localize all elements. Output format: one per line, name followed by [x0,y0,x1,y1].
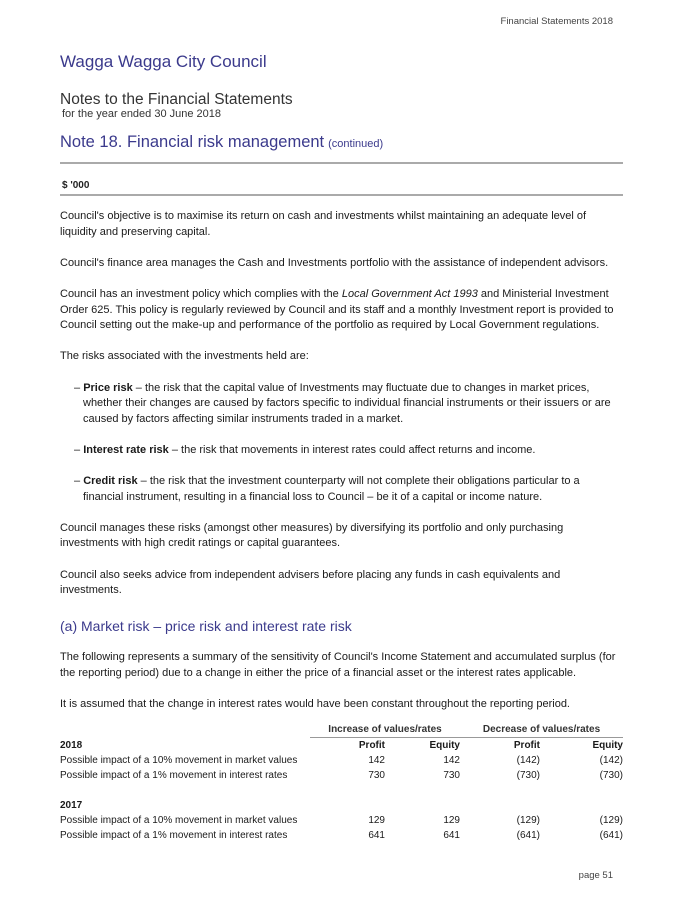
row-label: Possible impact of a 1% movement in interest rates [60,770,288,781]
risk-description: – the risk that the capital value of Investments may fluctuate due to changes in market prices, whether their changes are caused by factors specific to individual financial instruments or their issuers or are caused by factors affecting similar instruments traded in a market. [83,381,611,425]
policy-text-b: and Ministerial Investment Order 625. This policy is regularly reviewed by Council and its staff and a monthly Investment report is provided to Council setting out the make-up and performance of the portfolio as required by Local Government regulations. [60,287,614,332]
year-label: 2018 [60,739,83,751]
cell-inc-profit: 129 [368,815,385,826]
cell-dec-equity: (730) [599,770,623,781]
table-group-header-row [60,722,623,738]
note-continued-label: (continued) [328,138,384,150]
body-text [60,209,620,614]
table-spacer-row [60,783,623,798]
cell-dec-profit: (730) [516,770,540,781]
note-title-text: Note 18. Financial risk management [60,133,325,151]
col-header-equity: Equity [592,740,623,751]
policy-text-a: Council has an investment policy which complies with the [60,287,342,300]
section-a-paragraph-summary: The following represents a summary of the sensitivity of Council's Income Statement and accumulated surplus (for the reporting period) due to a change in either the price of a financial asset or the interest rates applicable. [60,651,616,679]
table-row [60,738,623,754]
col-header-profit: Profit [513,740,540,751]
cell-inc-equity: 730 [443,770,460,781]
risk-name: Price risk [83,381,133,394]
organisation-name: Wagga Wagga City Council [60,52,267,71]
table-row [60,753,623,768]
cell-dec-equity: (142) [599,755,623,766]
document-header-label: Financial Statements 2018 [500,16,613,27]
notes-title: Notes to the Financial Statements [60,91,293,108]
unit-label: $ '000 [62,180,90,191]
cell-inc-profit: 730 [368,770,385,781]
page-number: page 51 [578,870,613,881]
group-decrease-header: Decrease of values/rates [460,722,623,738]
cell-inc-profit: 142 [368,755,385,766]
section-a-paragraph-assumption: It is assumed that the change in interest rates would have been constant throughout the reporting period. [60,697,570,710]
section-a-title: (a) Market risk – price risk and interest rate risk [60,618,352,634]
table-row [60,768,623,783]
row-label: Possible impact of a 10% movement in market values [60,755,298,766]
cell-dec-equity: (641) [599,830,623,841]
risk-name: Interest rate risk [83,443,169,456]
cell-inc-equity: 129 [443,815,460,826]
risk-description: – the risk that movements in interest rates could affect returns and income. [168,443,536,456]
table-row [60,828,623,843]
paragraph-finance-area: Council's finance area manages the Cash and Investments portfolio with the assistance of independent advisors. [60,256,609,269]
notes-subtitle: for the year ended 30 June 2018 [62,108,222,120]
act-name: Local Government Act 1993 [341,287,478,300]
risk-item-price: – Price risk – the risk that the capital value of Investments may fluctuate due to changes in market prices, whether their changes are caused by factors specific to individual financial instruments or their issuers or are caused by factors affecting similar instruments traded in a market. [74,381,611,425]
cell-inc-equity: 641 [443,830,460,841]
paragraph-independent-advice: Council also seeks advice from independent advisers before placing any funds in cash equivalents and investments. [60,568,561,597]
row-label: Possible impact of a 1% movement in interest rates [60,830,288,841]
section-a-body [60,650,620,728]
cell-dec-equity: (129) [599,815,623,826]
table-row [60,813,623,828]
cell-dec-profit: (142) [516,755,540,766]
cell-dec-profit: (641) [516,830,540,841]
cell-inc-equity: 142 [443,755,460,766]
cell-dec-profit: (129) [516,815,540,826]
paragraph-risks-intro: The risks associated with the investments held are: [60,350,309,363]
risk-description: – the risk that the investment counterparty will not complete their obligations particular to a financial instrument, resulting in a financial loss to Council – be it of a capital or income nature. [83,475,580,503]
paragraph-objective: Council's objective is to maximise its return on cash and investments whilst maintaining an adequate level of liquidity and preserving capital. [60,210,587,238]
paragraph-investment-policy [60,287,620,334]
paragraph-risk-management: Council manages these risks (amongst other measures) by diversifying its portfolio and only purchasing investments with high credit ratings or capital guarantees. [60,521,564,550]
cell-inc-profit: 641 [368,830,385,841]
col-header-equity: Equity [429,740,460,751]
sensitivity-table [60,722,623,843]
header-divider-top [60,162,623,164]
row-label: Possible impact of a 10% movement in market values [60,815,298,826]
header-divider-bottom [60,194,623,196]
group-increase-header: Increase of values/rates [310,722,460,738]
risk-name: Credit risk [83,475,138,488]
table-row [60,798,623,813]
col-header-profit: Profit [358,740,385,751]
note-title [60,133,383,152]
year-label: 2017 [60,800,83,811]
risk-item-interest-rate: – Interest rate risk – the risk that movements in interest rates could affect returns and income. [74,443,536,456]
risk-item-credit: – Credit risk – the risk that the investment counterparty will not complete their obligations particular to a financial instrument, resulting in a financial loss to Council – be it of a capital or income nature. [74,475,580,503]
